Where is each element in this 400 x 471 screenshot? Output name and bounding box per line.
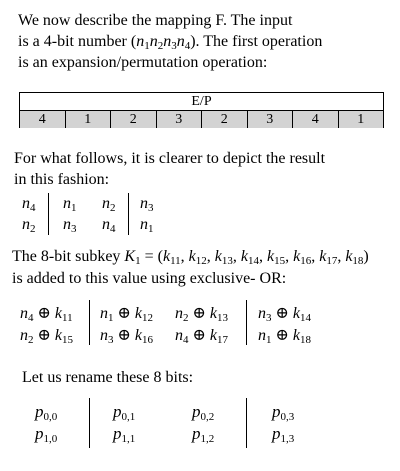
subkey-symbol: $K_1$ [124,248,141,267]
depict-line-2: in this fashion: [14,171,110,188]
p-grid-cell: $p_{1,0}$ [35,424,58,445]
xor-grid-divider-right [246,300,247,345]
ep-table-cell: 2 [202,111,248,128]
ep-table-cell: 3 [157,111,203,128]
p-grid-cell: $p_{1,1}$ [113,424,136,445]
p-grid-divider-left [89,398,90,448]
ep-table-cell: 1 [66,111,112,128]
xor-grid-cell: $n_2$ ⊕ $k_{13}$ [175,305,229,324]
intro-line-2-end: ). The first operation [190,33,323,50]
subkey-bits: $k_{11}$, $k_{12}$, $k_{13}$, $k_{14}$, $k_{15}$, $k_{16}$, $k_{17}$, $k_{18}$ [162,248,364,267]
input-bits-expression: $n_1n_2n_3n_4$ [136,33,191,52]
xor-grid-cell: $n_2$ ⊕ $k_{15}$ [20,327,74,346]
n-grid-divider-left [48,193,49,235]
intro-line-2-start: is a 4-bit number ( [18,33,137,50]
xor-grid-cell: $n_4$ ⊕ $k_{11}$ [20,305,73,324]
xor-grid-cell: $n_1$ ⊕ $k_{18}$ [258,327,312,346]
depict-line-1: For what follows, it is clearer to depict the result [14,150,326,167]
subkey-line-1 [12,248,369,266]
n-grid-cell: $n_2$ [22,216,36,235]
n-grid-cell: $n_4$ [102,216,116,235]
xor-grid-cell: $n_4$ ⊕ $k_{17}$ [175,327,229,346]
intro-line-2 [18,33,322,51]
xor-grid-cell: $n_1$ ⊕ $k_{12}$ [100,305,154,324]
ep-table-cell: 1 [357,112,365,127]
n-grid-cell: $n_3$ [140,195,154,214]
n-grid-cell: $n_1$ [140,216,154,235]
p-grid-cell: $p_{0,2}$ [192,402,215,423]
p-grid-cell: $p_{1,3}$ [272,424,295,445]
rename-line: Let us rename these 8 bits: [22,369,194,386]
n-grid-cell: $n_3$ [63,216,77,235]
subkey-line-1-mid: = ( [140,248,163,265]
ep-table [19,92,384,128]
n-grid-cell: $n_1$ [63,195,77,214]
ep-table-cell: 2 [111,111,157,128]
subkey-line-2: is added to this value using exclusive- OR: [12,270,287,287]
p-grid-divider-right [246,398,247,448]
ep-table-cell: 4 [293,111,339,128]
p-grid-cell: $p_{0,1}$ [113,402,136,423]
n-grid-cell: $n_4$ [22,195,36,214]
subkey-line-1-end: ) [363,248,369,265]
intro-line-3: is an expansion/permutation operation: [18,54,268,71]
ep-table-header: E/P [20,93,383,111]
subkey-line-1-start: The 8-bit subkey [12,248,125,265]
n-grid-divider-right [128,193,129,235]
p-grid-cell: $p_{0,0}$ [35,402,58,423]
xor-grid-divider-left [89,300,90,345]
ep-table-cell: 4 [20,111,66,128]
n-grid-cell: $n_2$ [102,195,116,214]
p-grid-cell: $p_{0,3}$ [272,402,295,423]
p-grid-cell: $p_{1,2}$ [192,424,215,445]
intro-line-1: We now describe the mapping F. The input [18,12,293,29]
xor-grid-cell: $n_3$ ⊕ $k_{14}$ [258,305,312,324]
ep-table-cell: 3 [248,111,294,128]
xor-grid-cell: $n_3$ ⊕ $k_{16}$ [100,327,154,346]
ep-table-row [20,111,383,128]
